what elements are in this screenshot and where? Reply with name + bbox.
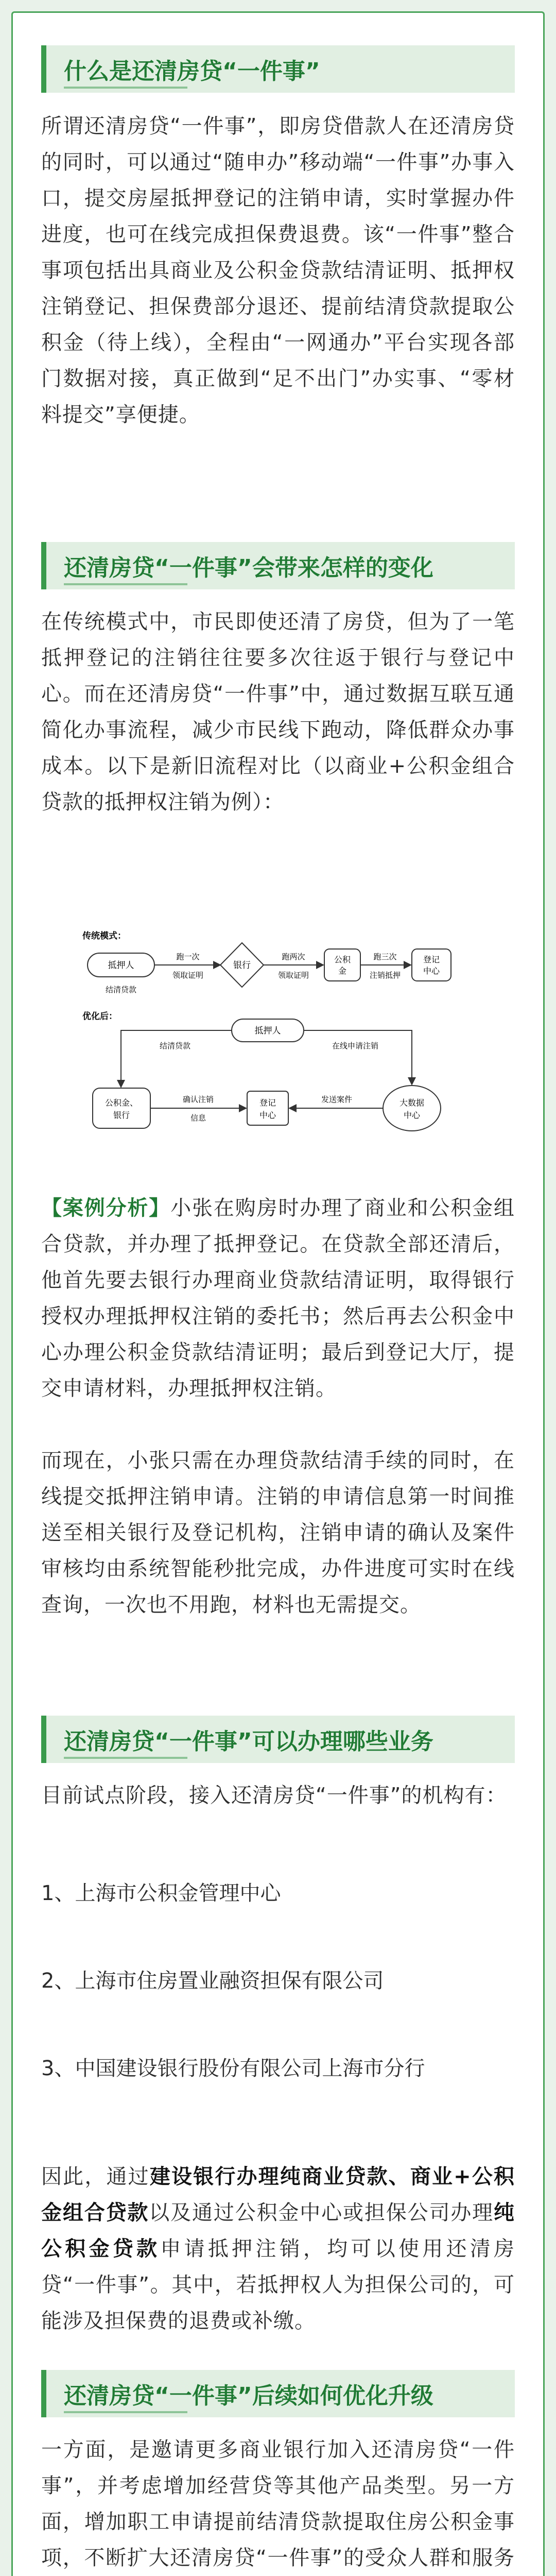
- traditional-mode-label: 传统模式：: [82, 931, 126, 941]
- fund-node-label-2: 金: [338, 966, 347, 976]
- info-label: 信息: [190, 1113, 206, 1123]
- section-heading-upgrade: [41, 2370, 515, 2417]
- run-twice-label: 跑两次: [282, 952, 305, 961]
- bank-node-label: 银行: [233, 960, 251, 971]
- registration-node-optimized: [247, 1091, 288, 1125]
- section-what-body: 所谓还清房贷“一件事”，即房贷借款人在还清房贷的同时，可以通过“随申办”移动端“一件事”办事入口，提交房屋抵押登记的注销申请，实时掌握办件进度，也可在线完成担保费退费。该“一件事”整合事项包括出具商业及公积金贷款结清证明、抵押权注销登记、担保费部分退还、提前结清贷款提取公积金（待上线），全程由“一网通办”平台实现各部门数据对接，真正做到“足不出门”办实事、“零材料提交”享便捷。: [41, 114, 515, 427]
- send-case-label: 发送案件: [321, 1095, 353, 1104]
- fund-node-label-1: 公积: [334, 955, 351, 964]
- upgrade-body: 一方面，是邀请更多商业银行加入还清房贷“一件事”，并考虑增加经营贷等其他产品类型。另一方面，增加职工申请提前结清贷款提取住房公积金事项，不断扩大还清房贷“一件事”的受众人群和服务: [41, 2438, 515, 2570]
- case-analysis-text: 小张在购房时办理了商业和公积金组合贷款，并办理了抵押登记。在贷款全部还清后，他首先要去银行办理商业贷款结清证明，取得银行授权办理抵押权注销的委托书；然后再去公积金中心办理公积金贷款结清证明；最后到登记大厅，提交申请材料，办理抵押权注销。: [41, 1196, 515, 1400]
- section-title: 什么是还清房贷“一件事”: [64, 58, 320, 84]
- section-title: 还清房贷“一件事”会带来怎样的变化: [64, 555, 433, 581]
- case-analysis-paragraph: [41, 1190, 515, 1406]
- cancel-reg-label: 注销抵押: [369, 971, 401, 980]
- section-changes-body: 在传统模式中，市民即使还清了房贷，但为了一笔抵押登记的注销往往要多次往返于银行与登记中心。而在还清房贷“一件事”中，通过数据互联互通简化办事流程，减少市民线下跑动，降低群众办事成本。以下是新旧流程对比（以商业+公积金组合贷款的抵押权注销为例）：: [41, 610, 515, 814]
- case-analysis-tag: 【案例分析】: [41, 1196, 171, 1220]
- bigdata-center-node: [383, 1086, 441, 1131]
- fund-bank-node-label-2: 银行: [113, 1110, 130, 1120]
- settle-loan-optimized-label: 结清贷款: [159, 1041, 191, 1050]
- mortgagor-node-optimized-label: 抵押人: [254, 1026, 281, 1036]
- section-heading-changes: [41, 542, 515, 589]
- registration-node-label-2: 中心: [423, 966, 440, 976]
- process-comparison-diagram: [82, 922, 494, 1159]
- fund-node: [324, 949, 360, 981]
- optimized-label: 优化后：: [82, 1011, 117, 1022]
- services-closing: 因此，通过建设银行办理纯商业贷款、商业+公积金组合贷款以及通过公积金中心或担保公司办理纯公积金贷款申请抵押注销，均可以使用还清房贷“一件事”。其中，若抵押权人为担保公司的，可能涉及担保费的退费或补缴。: [41, 2165, 515, 2333]
- run-once-label: 跑一次: [176, 952, 200, 961]
- section-heading-services: [41, 1716, 515, 1763]
- section-heading-what: [41, 45, 515, 93]
- fund-bank-node-label-1: 公积金、: [105, 1098, 138, 1108]
- online-apply-label: 在线申请注销: [332, 1041, 379, 1050]
- settle-loan-label: 结清贷款: [105, 985, 137, 994]
- institution-item: 2、上海市住房置业融资担保有限公司: [41, 1969, 384, 1993]
- bigdata-center-label-2: 中心: [403, 1110, 421, 1120]
- mortgagor-node-label: 抵押人: [108, 960, 134, 971]
- bigdata-center-label-1: 大数据: [399, 1098, 425, 1108]
- now-paragraph: 而现在，小张只需在办理贷款结清手续的同时，在线提交抵押注销申请。注销的申请信息第一时间推送至相关银行及登记机构，注销申请的确认及案件审核均由系统智能秒批完成，办件进度可实时在线查询，一次也不用跑，材料也无需提交。: [41, 1449, 515, 1617]
- run-three-label: 跑三次: [373, 952, 397, 961]
- registration-node: [412, 949, 451, 981]
- fund-bank-node: [93, 1088, 150, 1128]
- get-proof-label-2: 领取证明: [277, 971, 309, 980]
- section-title: 还清房贷“一件事”可以办理哪些业务: [64, 1728, 433, 1755]
- confirm-info-label: 确认注销: [182, 1095, 214, 1104]
- section-title: 还清房贷“一件事”后续如何优化升级: [64, 2383, 433, 2409]
- registration-node-optimized-label-2: 中心: [259, 1110, 276, 1120]
- get-proof-label-1: 领取证明: [172, 971, 204, 980]
- registration-node-optimized-label-1: 登记: [259, 1098, 276, 1108]
- registration-node-label-1: 登记: [423, 955, 440, 964]
- institution-item: 3、中国建设银行股份有限公司上海市分行: [41, 2057, 425, 2080]
- institution-item: 1、上海市公积金管理中心: [41, 1882, 281, 1905]
- services-intro: 目前试点阶段，接入还清房贷“一件事”的机构有：: [41, 1784, 507, 1807]
